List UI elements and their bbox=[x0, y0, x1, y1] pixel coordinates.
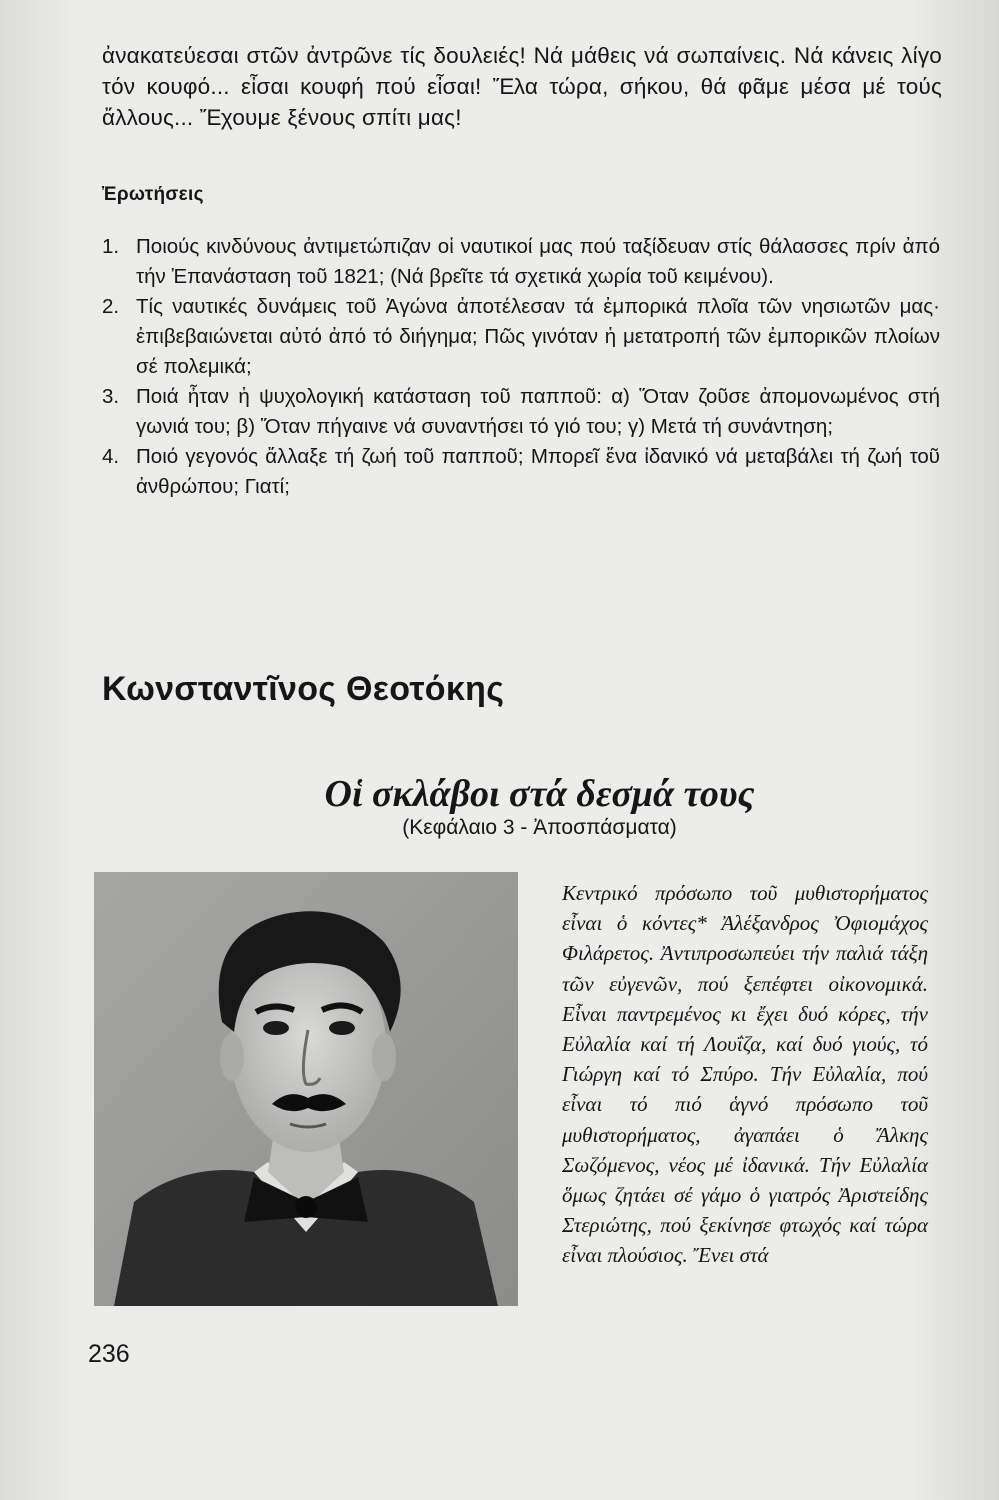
author-heading: Κωνσταντῖνος Θεοτόκης bbox=[102, 670, 505, 708]
question-item bbox=[102, 232, 940, 292]
portrait-image bbox=[94, 872, 518, 1306]
work-subtitle: (Κεφάλαιο 3 - Ἀποσπάσματα) bbox=[402, 816, 677, 839]
question-text: Ποιά ἦταν ἡ ψυχολογική κατάσταση τοῦ παπποῦ: α) Ὅταν ζοῦσε ἀπομονωμένος στή γωνιά του; β) Ὅταν πήγαινε νά συναντήσει τό γιό του; γ) Μετά τή συνάντηση; bbox=[136, 385, 940, 438]
questions-heading: Ἐρωτήσεις bbox=[102, 184, 204, 205]
page-number: 236 bbox=[88, 1340, 130, 1368]
question-text: Ποιό γεγονός ἄλλαξε τή ζωή τοῦ παπποῦ; Μπορεῖ ἕνα ἰδανικό νά μεταβάλει τή ζωή τοῦ ἀνθρώπου; Γιατί; bbox=[136, 445, 940, 498]
author-portrait bbox=[94, 872, 518, 1306]
work-title: Οἱ σκλάβοι στά δεσμά τους bbox=[324, 773, 755, 815]
question-item bbox=[102, 382, 940, 442]
question-number: 3. bbox=[102, 385, 120, 408]
question-number: 4. bbox=[102, 445, 120, 468]
question-item bbox=[102, 442, 940, 502]
work-introduction-text: Κεντρικό πρόσωπο τοῦ μυθιστορήματος εἶναι ὁ κόντες* Ἀλέξανδρος Ὀφιομάχος Φιλάρετος. Ἀντιπροσωπεύει τήν παλιά τάξη τῶν εὐγενῶν, πού ξεπέφτει οἰκονομικά. Εἶναι παντρεμένος κι ἔχει δυό κόρες, τήν Εὐλαλία καί τή Λουΐζα, καί δυό γιούς, τό Γιώργη καί τό Σπύρο. Τήν Εὐλαλία, πού εἶναι τό πιό ἁγνό πρόσωπο τοῦ μυθιστορήματος, ἀγαπάει ὁ Ἄλκης Σωζόμενος, νέος μέ ἰδανικά. Τήν Εὐλαλία ὅμως ζητάει σέ γάμο ὁ γιατρός Ἀριστείδης Στεριώτης, πού ξεκίνησε φτωχός καί τώρα εἶναι πλούσιος. Ἔνει στά bbox=[562, 881, 928, 1268]
question-text: Τίς ναυτικές δυνάμεις τοῦ Ἀγώνα ἀποτέλεσαν τά ἐμπορικά πλοῖα τῶν νησιωτῶν μας· ἐπιβεβαιώνεται αὐτό ἀπό τό διήγημα; Πῶς γινόταν ἡ μετατροπή τῶν ἐμπορικῶν πλοίων σέ πολεμικά; bbox=[136, 295, 940, 378]
question-item bbox=[102, 292, 940, 382]
question-text: Ποιούς κινδύνους ἀντιμετώπιζαν οἱ ναυτικοί μας πού ταξίδευαν στίς θάλασσες πρίν ἀπό τήν Ἐπανάσταση τοῦ 1821; (Νά βρεῖτε τά σχετικά χωρία τοῦ κειμένου). bbox=[136, 235, 940, 288]
question-number: 2. bbox=[102, 295, 120, 318]
questions-list bbox=[102, 232, 940, 502]
work-introduction bbox=[562, 878, 928, 1271]
intro-paragraph bbox=[102, 40, 942, 133]
question-number: 1. bbox=[102, 235, 120, 258]
intro-text: ἀνακατεύεσαι στῶν ἀντρῶνε τίς δουλειές! Νά μάθεις νά σωπαίνεις. Νά κάνεις λίγο τόν κουφό... εἶσαι κουφή πού εἶσαι! Ἔλα τώρα, σήκου, θά φᾶμε μέσα μέ τούς ἄλλους... Ἔχουμε ξένους σπίτι μας! bbox=[102, 43, 942, 130]
